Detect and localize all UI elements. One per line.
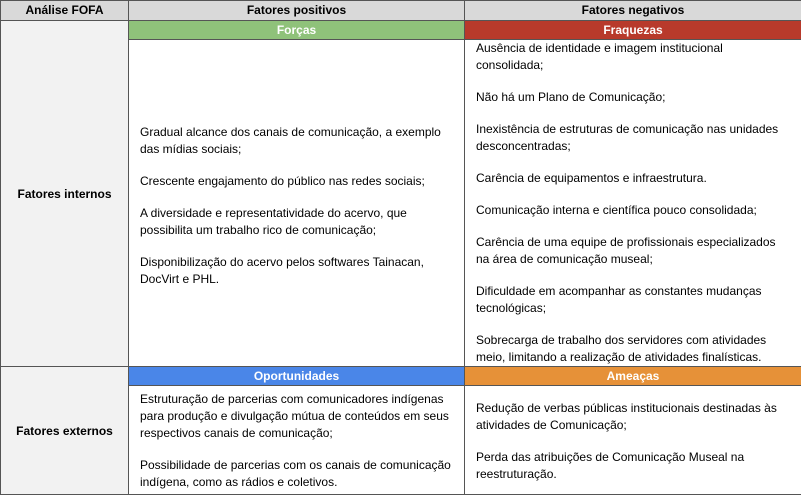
external-factors-label: Fatores externos [1, 367, 129, 495]
ameacas-item: Perda das atribuições de Comunicação Museal na reestruturação. [476, 449, 791, 483]
forcas-item: A diversidade e representatividade do acervo, que possibilita um trabalho rico de comunicação; [140, 205, 454, 239]
forcas-list [129, 40, 465, 367]
ameacas-title: Ameaças [465, 367, 801, 386]
forcas-item: Gradual alcance dos canais de comunicação, a exemplo das mídias sociais; [140, 124, 454, 158]
internal-factors-label: Fatores internos [1, 21, 129, 367]
fraquezas-list [465, 40, 801, 367]
fraquezas-item: Comunicação interna e científica pouco consolidada; [476, 202, 791, 219]
oportunidades-item: Possibilidade de parcerias com os canais de comunicação indígena, como as rádios e coletivos. [140, 457, 454, 491]
forcas-item: Disponibilização do acervo pelos softwares Tainacan, DocVirt e PHL. [140, 254, 454, 288]
fraquezas-item: Carência de equipamentos e infraestrutura. [476, 170, 791, 187]
fraquezas-item: Carência de uma equipe de profissionais especializados na área de comunicação museal; [476, 234, 791, 268]
oportunidades-title: Oportunidades [129, 367, 465, 386]
header-row [1, 1, 801, 21]
forcas-item: Crescente engajamento do público nas redes sociais; [140, 173, 454, 190]
fraquezas-item: Inexistência de estruturas de comunicação nas unidades desconcentradas; [476, 121, 791, 155]
fraquezas-item: Sobrecarga de trabalho dos servidores com atividades meio, limitando a realização de atividades finalísticas. [476, 332, 791, 366]
corner-header: Análise FOFA [1, 1, 129, 21]
fraquezas-item: Ausência de identidade e imagem institucional consolidada; [476, 40, 791, 74]
fraquezas-item: Não há um Plano de Comunicação; [476, 89, 791, 106]
positive-factors-header: Fatores positivos [129, 1, 465, 21]
oportunidades-list [129, 386, 465, 495]
ameacas-item: Redução de verbas públicas institucionais destinadas às atividades de Comunicação; [476, 400, 791, 434]
oportunidades-item: Estruturação de parcerias com comunicadores indígenas para produção e divulgação mútua de conteúdos em seus respectivos canais de comunicação; [140, 391, 454, 442]
ameacas-list [465, 386, 801, 495]
external-title-row [1, 367, 801, 386]
fraquezas-item: Dificuldade em acompanhar as constantes mudanças tecnológicas; [476, 283, 791, 317]
forcas-title: Forças [129, 21, 465, 40]
negative-factors-header: Fatores negativos [465, 1, 801, 21]
internal-title-row [1, 21, 801, 40]
fraquezas-title: Fraquezas [465, 21, 801, 40]
